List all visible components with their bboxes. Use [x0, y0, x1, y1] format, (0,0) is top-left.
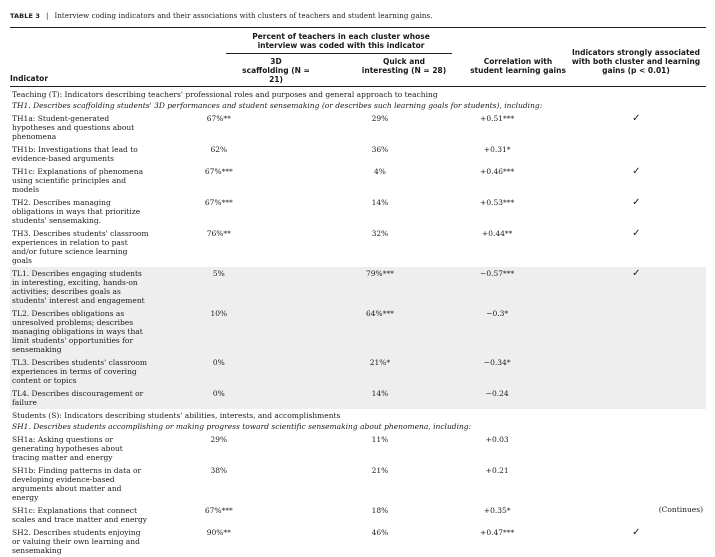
- indicator-cell: TL1. Describes engaging students in interesting, exciting, hands-on activities; describes goals as students' interest and engagement: [10, 267, 149, 307]
- quick-interesting-percent-cell: 79%***: [288, 267, 427, 307]
- scaffolding-percent-cell: 38%: [210, 466, 228, 475]
- strong-association-check: [567, 464, 706, 504]
- table-row: [10, 464, 706, 504]
- correlation-cell: −0.24: [428, 387, 567, 409]
- indicator-cell: TH1a: Student-generated hypotheses and questions about phenomena: [12, 114, 135, 141]
- section-heading: Students (S): Indicators describing students' abilities, interests, and accomplishments: [12, 411, 341, 420]
- strong-association-check: ✓: [632, 197, 641, 208]
- table-row: [10, 196, 706, 227]
- quick-interesting-percent-cell: 21%: [371, 466, 389, 475]
- group-header-rule: [226, 53, 452, 54]
- table-row: [10, 356, 706, 387]
- indicator-cell: TH2. Describes managing obligations in ways that prioritize students' sensemaking.: [12, 198, 141, 225]
- indicator-cell: SH2. Describes students enjoying or valuing their own learning and sensemaking: [12, 528, 141, 555]
- continues-note: (Continues): [658, 505, 703, 514]
- indicator-cell: SH1a: Asking questions or generating hypotheses about tracing matter and energy: [12, 435, 123, 462]
- correlation-cell: −0.34*: [428, 356, 567, 387]
- correlation-cell: +0.51***: [480, 114, 515, 123]
- correlation-cell: +0.53***: [480, 198, 515, 207]
- section-heading-row: [10, 88, 706, 101]
- indicator-cell: SH1b: Finding patterns in data or developing evidence-based arguments about matter and energy: [12, 466, 142, 502]
- correlation-cell: +0.31*: [483, 145, 511, 154]
- scaffolding-percent-cell: 67%***: [204, 198, 233, 207]
- caption-separator: |: [45, 12, 49, 20]
- indicator-cell: TL2. Describes obligations as unresolved problems; describes managing obligations in ways that limit students' opportunities for sensemaking: [10, 307, 149, 356]
- section-heading: Teaching (T): Indicators describing teachers' professional roles and purposes and general approach to teaching: [12, 90, 438, 99]
- quick-interesting-percent-cell: 14%: [288, 387, 427, 409]
- table-row: [10, 526, 706, 557]
- strong-association-check: ✓: [632, 166, 641, 177]
- scaffolding-percent-cell: 0%: [149, 387, 288, 409]
- scaffolding-percent-cell: 5%: [149, 267, 288, 307]
- quick-interesting-percent-cell: 64%***: [288, 307, 427, 356]
- correlation-cell: +0.44**: [481, 229, 513, 238]
- subsection-heading-row: [10, 101, 706, 112]
- section-heading-row: [10, 409, 706, 422]
- scaffolding-percent-cell: 29%: [210, 435, 228, 444]
- strong-association-check: [567, 143, 706, 165]
- quick-interesting-percent-cell: 4%: [374, 167, 386, 176]
- correlation-cell: −0.3*: [428, 307, 567, 356]
- quick-interesting-percent-cell: 29%: [371, 114, 389, 123]
- table-caption: [10, 12, 433, 20]
- indicator-cell: TL3. Describes students' classroom experiences in terms of covering content or topics: [10, 356, 149, 387]
- scaffolding-percent-cell: 76%**: [206, 229, 231, 238]
- header-bottom-rule: [10, 86, 706, 87]
- strong-association-header: Indicators strongly associated with both cluster and learning gains (p < 0.01): [571, 48, 701, 75]
- quick-interesting-percent-cell: 21%*: [288, 356, 427, 387]
- col-3d-scaffolding-header: 3D scaffolding (N = 21): [242, 57, 310, 84]
- indicator-header: Indicator: [10, 74, 49, 83]
- indicator-cell: TH1c: Explanations of phenomena using scientific principles and models: [12, 167, 144, 194]
- quick-interesting-percent-cell: 32%: [371, 229, 389, 238]
- quick-interesting-percent-cell: 11%: [371, 435, 389, 444]
- scaffolding-percent-cell: 67%***: [204, 506, 233, 515]
- strong-association-check: [567, 356, 706, 387]
- scaffolding-percent-cell: 67%**: [206, 114, 231, 123]
- quick-interesting-percent-cell: 46%: [371, 528, 389, 537]
- subsection-heading-row: [10, 422, 706, 433]
- indicator-table: [10, 88, 706, 557]
- quick-interesting-percent-cell: 14%: [371, 198, 389, 207]
- col-quick-interesting-header: Quick and interesting (N = 28): [361, 57, 447, 75]
- strong-association-check: ✓: [567, 267, 706, 307]
- indicator-cell: TH1b: Investigations that lead to evidence-based arguments: [12, 145, 138, 163]
- correlation-cell: +0.46***: [480, 167, 515, 176]
- strong-association-check: ✓: [632, 113, 641, 124]
- strong-association-check: ✓: [632, 527, 641, 538]
- table-row: [10, 143, 706, 165]
- top-rule: [10, 27, 706, 28]
- table-row: [10, 165, 706, 196]
- table-number: TABLE 3: [10, 12, 40, 20]
- table-row: [10, 307, 706, 356]
- caption-text: Interview coding indicators and their associations with clusters of teachers and student learning gains.: [54, 12, 433, 20]
- scaffolding-percent-cell: 0%: [149, 356, 288, 387]
- table-row: [10, 387, 706, 409]
- cluster-group-header: Percent of teachers in each cluster whose interview was coded with this indicator: [252, 32, 430, 50]
- quick-interesting-percent-cell: 36%: [371, 145, 389, 154]
- table-row: [10, 227, 706, 267]
- subsection-heading: TH1. Describes scaffolding students' 3D performances and student sensemaking (or describes such learning goals for students), including:: [12, 101, 543, 110]
- strong-association-check: [567, 433, 706, 464]
- correlation-cell: +0.21: [485, 466, 509, 475]
- scaffolding-percent-cell: 90%**: [206, 528, 231, 537]
- subsection-heading: SH1. Describes students accomplishing or making progress toward scientific sensemaking about phenomena, including:: [12, 422, 472, 431]
- correlation-cell: +0.03: [485, 435, 509, 444]
- table-row: [10, 433, 706, 464]
- correlation-cell: +0.35*: [483, 506, 511, 515]
- indicator-cell: TL4. Describes discouragement or failure: [10, 387, 149, 409]
- scaffolding-percent-cell: 62%: [210, 145, 228, 154]
- table-row: [10, 267, 706, 307]
- correlation-cell: −0.57***: [428, 267, 567, 307]
- scaffolding-percent-cell: 10%: [149, 307, 288, 356]
- scaffolding-percent-cell: 67%***: [204, 167, 233, 176]
- table-row: [10, 112, 706, 143]
- indicator-cell: TH3. Describes students' classroom experiences in relation to past and/or future science learning goals: [12, 229, 149, 265]
- strong-association-check: [567, 307, 706, 356]
- strong-association-check: [567, 387, 706, 409]
- correlation-header: Correlation with student learning gains: [470, 57, 566, 75]
- quick-interesting-percent-cell: 18%: [371, 506, 389, 515]
- correlation-cell: +0.47***: [480, 528, 515, 537]
- table-row: [10, 504, 706, 526]
- indicator-cell: SH1c: Explanations that connect scales and trace matter and energy: [12, 506, 148, 524]
- strong-association-check: ✓: [632, 228, 641, 239]
